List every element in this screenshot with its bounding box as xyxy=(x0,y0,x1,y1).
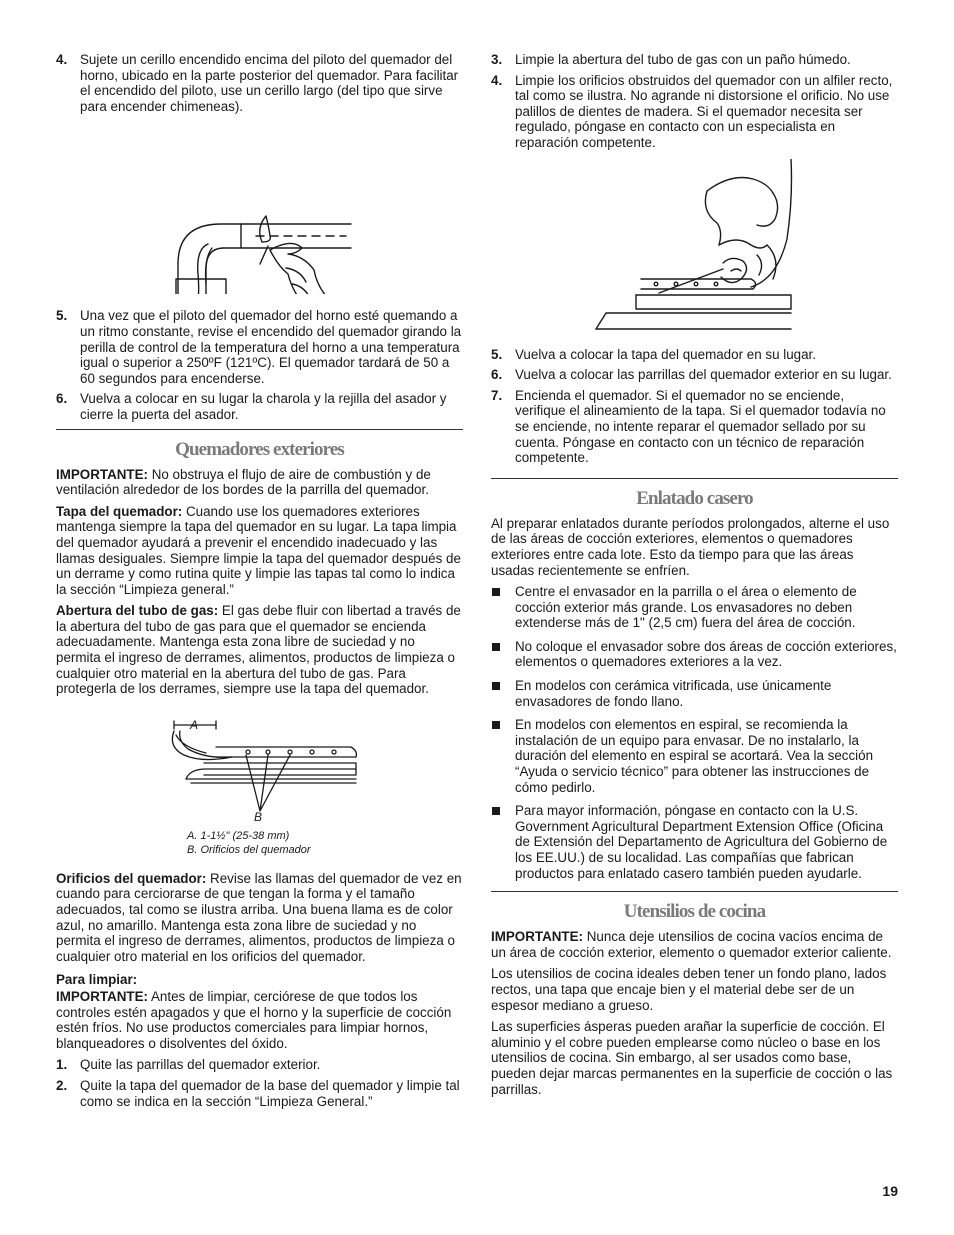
reassembly-steps xyxy=(491,347,898,466)
list-item: No coloque el envasador sobre dos áreas de cocción exteriores, elementos o quemadores exteriores a la vez. xyxy=(491,639,898,670)
paragraph-superficies: Las superficies ásperas pueden arañar la superficie de cocción. El aluminio y el cobre pueden emplearse como núcleo o base en los utensilios de cocina. Sin embargo, al ser usados como base, pueden dejar marcas permanentes en la superficie de cocción o las parrillas. xyxy=(491,1019,893,1097)
paragraph-abertura: Abertura del tubo de gas: El gas debe fluir con libertad a través de la abertura del tubo de gas para que el quemador se encienda adecuadamente. Mantenga esta zona libre de suciedad y no permita el ingreso de derrames, alimentos, productos de limpieza o cualquier otro material en la abertura del tubo de gas. Para protegerla de los derrames, siempre use la tapa del quemador. xyxy=(56,603,461,697)
right-column xyxy=(491,52,898,1103)
paragraph-enlatado-intro: Al preparar enlatados durante períodos prolongados, alterne el uso de las áreas de cocción exteriores, elementos o quemadores exteriores entre cada lote. Esto da tiempo para que las áreas usadas recientemente se enfríen. xyxy=(491,515,890,578)
list-item: Para mayor información, póngase en contacto con la U.S. Government Agricultural Department Extension Office (Oficina de Extensión del Departamento de Agricultura del Gobierno de los EE.UU.) de su localidad. Las compañías que fabrican productos para enlatado casero también pueden ayudarle. xyxy=(491,803,898,881)
square-bullet-icon xyxy=(492,643,500,651)
canning-bullets xyxy=(491,584,898,881)
list-item: Centre el envasador en la parrilla o el área o elemento de cocción exterior más grande. Los envasadores no deben extenderse más de 1" (2,5 cm) fuera del área de cocción. xyxy=(491,584,898,631)
figure-caption: A. 1-1½" (25-38 mm) B. Orificios del quemador xyxy=(187,829,311,856)
step-item: 4. Sujete un cerillo encendido encima del piloto del quemador del horno, ubicado en la parte posterior del quemador. Para facilitar el encendido del piloto, use un cerillo largo (del tipo que sirve para encender chimeneas). xyxy=(56,52,459,114)
paragraph-importante: IMPORTANTE: No obstruya el flujo de aire de combustión y de ventilación alrededor de los bordes de la parrilla del quemador. xyxy=(56,466,431,498)
step-item: 3. Limpie la abertura del tubo de gas con un paño húmedo. xyxy=(491,52,851,67)
cleaning-steps-continued xyxy=(491,52,898,151)
list-item: En modelos con cerámica vitrificada, use únicamente envasadores de fondo llano. xyxy=(491,678,898,709)
section-title-enlatado: Enlatado casero xyxy=(636,487,753,509)
paragraph-importante-limpiar: IMPORTANTE: Antes de limpiar, cerciórese de que todos los controles estén apagados y que el horno y la superficie de cocción estén fríos. No use productos comerciales para limpiar hornos, blanqueadores o disolventes del óxido. xyxy=(56,989,452,1051)
step-item: 5. Una vez que el piloto del quemador del horno esté quemando a un ritmo constante, revise el encendido del quemador girando la perilla de control de la temperatura del horno a una temperatura igual o superior a 250ºF (121ºC). El quemador tardará de 50 a 60 segundos para encenderse. xyxy=(56,308,462,386)
square-bullet-icon xyxy=(492,682,500,690)
step-item: 7. Encienda el quemador. Si el quemador no se enciende, verifique el alineamiento de la tapa. Si el quemador todavía no se enciende, no intente reparar el quemador sellado por su cuenta. Póngase en contacto con un técnico de reparación competente. xyxy=(491,387,886,466)
pin-cleaning-illustration xyxy=(491,159,898,337)
pilot-steps-b xyxy=(56,308,463,422)
square-bullet-icon xyxy=(492,807,500,815)
burner-flame-illustration xyxy=(56,711,463,823)
paragraph-utensilios-ideales: Los utensilios de cocina ideales deben tener un fondo plano, lados rectos, una tapa que encaje bien y el material debe ser de un espesor mediano a grueso. xyxy=(491,966,887,1013)
section-title-utensilios: Utensilios de cocina xyxy=(623,901,766,923)
pilot-steps-a xyxy=(56,52,463,114)
paragraph-utensilios-importante: IMPORTANTE: Nunca deje utensilios de cocina vacíos encima de un área de cocción exterior, elemento o quemador exterior caliente. xyxy=(491,929,892,960)
figure-label-b: B xyxy=(254,809,263,823)
step-item: 1. Quite las parrillas del quemador exterior. xyxy=(56,1057,321,1073)
step-item: 6. Vuelva a colocar en su lugar la charola y la rejilla del asador y cierre la puerta del asador. xyxy=(56,391,447,422)
step-item: 4. Limpie los orificios obstruidos del quemador con un alfiler recto, tal como se ilustra. No agrande ni distorsione el orificio. No use palillos de dientes de madera. Si el quemador necesita ser regulado, póngase en contacto con un especialista en reparación competente. xyxy=(491,72,893,150)
page-number: 19 xyxy=(882,1183,898,1199)
paragraph-orificios: Orificios del quemador: Revise las llamas del quemador de vez en cuando para cerciorarse de que tengan la forma y el tamaño adecuados, tal como se ilustra arriba. Una buena llama es de color azul, no amarillo. Mantenga esta zona libre de suciedad y no permita el ingreso de derrames, alimentos, productos de limpieza o cualquier otro material en los orificios del quemador. xyxy=(56,870,462,964)
square-bullet-icon xyxy=(492,588,500,596)
subheading-para-limpiar: Para limpiar: xyxy=(56,972,138,988)
section-divider xyxy=(491,891,898,892)
square-bullet-icon xyxy=(492,721,500,729)
pilot-lighting-illustration xyxy=(56,124,463,294)
step-item: 5. Vuelva a colocar la tapa del quemador en su lugar. xyxy=(491,346,816,362)
figure-label-a: A xyxy=(190,717,199,732)
cleaning-steps xyxy=(56,1057,463,1109)
left-column xyxy=(56,52,463,1115)
section-title-quemadores: Quemadores exteriores xyxy=(175,438,344,460)
section-divider xyxy=(56,429,463,430)
step-item: 6. Vuelva a colocar las parrillas del quemador exterior en su lugar. xyxy=(491,367,892,383)
paragraph-tapa: Tapa del quemador: Cuando use los quemadores exteriores mantenga siempre la tapa del quemador en su lugar. La tapa limpia del quemador ayudará a prevenir el encendido inadecuado y las llamas desiguales. Siempre limpie la tapa del quemador después de un derrame y como rutina quite y limpie las tapas tal como lo indica la sección “Limpieza general.” xyxy=(56,503,461,597)
section-divider xyxy=(491,478,898,479)
list-item: En modelos con elementos en espiral, se recomienda la instalación de un equipo para envasar. De no instalarlo, la duración del elemento en espiral se acortará. Vea la sección “Ayuda o servicio técnico” para obtener las instrucciones de cómo pedirlo. xyxy=(491,717,898,795)
step-item: 2. Quite la tapa del quemador de la base del quemador y limpie tal como se indica en la sección “Limpieza General.” xyxy=(56,1077,460,1109)
